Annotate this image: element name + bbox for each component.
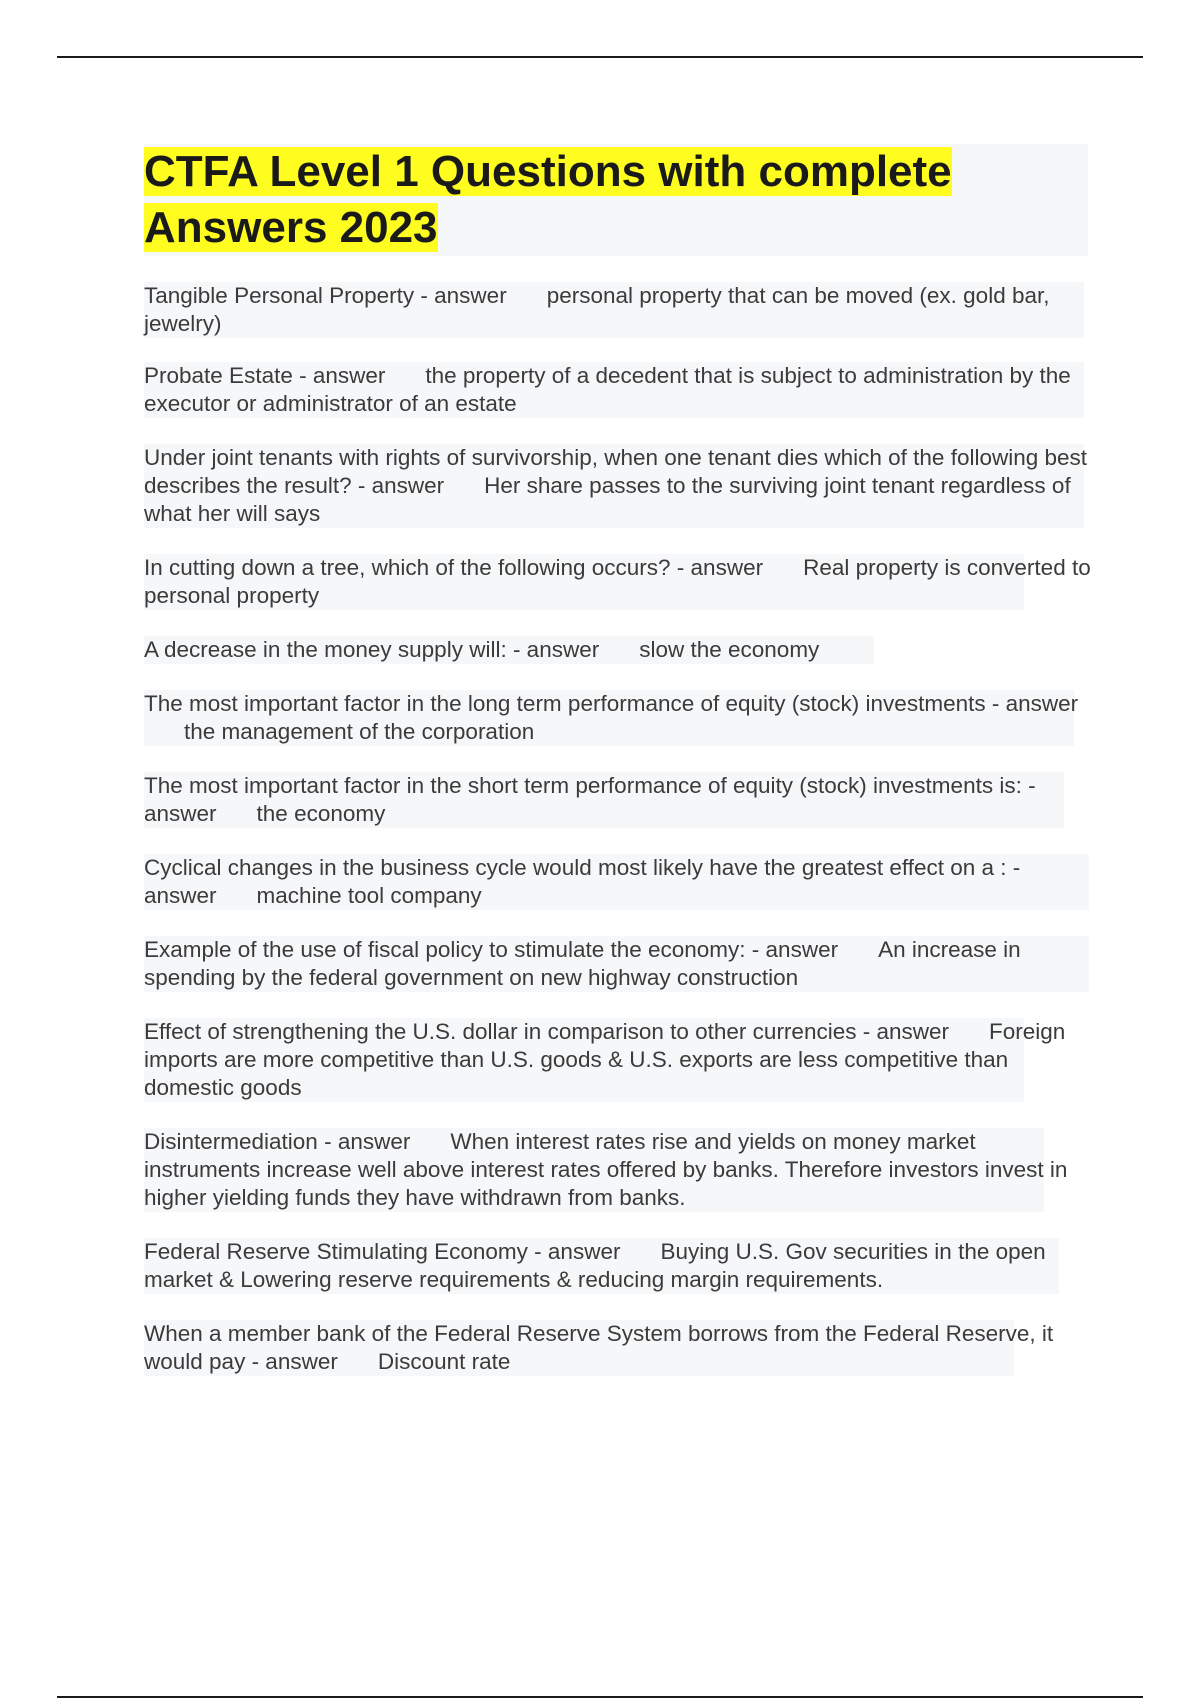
qa-text — [144, 936, 1094, 992]
qa-item — [144, 282, 1094, 338]
qa-answer: Discount rate — [377, 1349, 511, 1374]
qa-text — [144, 554, 1094, 610]
qa-text — [144, 636, 1094, 664]
qa-answer: Foreign imports are more competitive than U.S. goods & U.S. exports are less competitive than domestic goods — [144, 1019, 1066, 1100]
document-title — [144, 144, 1088, 256]
qa-list — [144, 282, 1094, 1376]
qa-item — [144, 554, 1094, 610]
qa-text — [144, 772, 1094, 828]
qa-question: Under joint tenants with rights of survivorship, when one tenant dies which of the following best describes the result? - answer — [144, 445, 1088, 498]
qa-item — [144, 772, 1094, 828]
qa-answer: the property of a decedent that is subject to administration by the executor or administrator of an estate — [144, 363, 1071, 416]
qa-question: A decrease in the money supply will: - answer — [144, 637, 600, 662]
qa-question: Tangible Personal Property - answer — [144, 283, 507, 308]
qa-text — [144, 282, 1094, 338]
top-divider — [57, 56, 1143, 58]
qa-item — [144, 444, 1094, 528]
qa-answer: the management of the corporation — [184, 719, 535, 744]
qa-answer: Real property is converted to personal property — [144, 555, 1091, 608]
qa-question: Cyclical changes in the business cycle would most likely have the greatest effect on a : - answer — [144, 855, 1021, 908]
qa-item — [144, 936, 1094, 992]
qa-answer: When interest rates rise and yields on money market instruments increase well above interest rates offered by banks. Therefore investors invest in higher yielding funds they have withdrawn from banks. — [144, 1129, 1068, 1210]
qa-item — [144, 1018, 1094, 1102]
qa-text — [144, 1128, 1094, 1212]
qa-text — [144, 1238, 1094, 1294]
qa-answer: the economy — [256, 801, 386, 826]
qa-text — [144, 690, 1094, 746]
qa-question: The most important factor in the short term performance of equity (stock) investments is: - answer — [144, 773, 1036, 826]
qa-text — [144, 444, 1094, 528]
qa-item — [144, 1128, 1094, 1212]
qa-question: Effect of strengthening the U.S. dollar in comparison to other currencies - answer — [144, 1019, 949, 1044]
title-line-1: CTFA Level 1 Questions with complete — [144, 147, 952, 196]
title-block — [144, 144, 1088, 256]
qa-item — [144, 1320, 1094, 1376]
qa-question: Federal Reserve Stimulating Economy - answer — [144, 1239, 621, 1264]
title-line-2: Answers 2023 — [144, 203, 438, 252]
qa-text — [144, 362, 1094, 418]
qa-answer: Buying U.S. Gov securities in the open market & Lowering reserve requirements & reducing margin requirements. — [144, 1239, 1046, 1292]
qa-question: Probate Estate - answer — [144, 363, 386, 388]
qa-question: When a member bank of the Federal Reserve System borrows from the Federal Reserve, it would pay - answer — [144, 1321, 1054, 1374]
bottom-divider — [57, 1696, 1143, 1698]
qa-question: In cutting down a tree, which of the following occurs? - answer — [144, 555, 764, 580]
qa-question: The most important factor in the long term performance of equity (stock) investments - answer — [144, 691, 1079, 716]
qa-text — [144, 1320, 1094, 1376]
qa-answer: An increase in spending by the federal government on new highway construction — [144, 937, 1021, 990]
qa-answer: personal property that can be moved (ex. gold bar, jewelry) — [144, 283, 1050, 336]
qa-item — [144, 362, 1094, 418]
qa-answer: Her share passes to the surviving joint tenant regardless of what her will says — [144, 473, 1071, 526]
qa-answer: slow the economy — [639, 637, 820, 662]
qa-text — [144, 854, 1094, 910]
qa-item — [144, 690, 1094, 746]
qa-text — [144, 1018, 1094, 1102]
qa-item — [144, 1238, 1094, 1294]
qa-item — [144, 854, 1094, 910]
qa-answer: machine tool company — [256, 883, 482, 908]
qa-item — [144, 636, 1094, 664]
qa-question: Example of the use of fiscal policy to stimulate the economy: - answer — [144, 937, 839, 962]
qa-question: Disintermediation - answer — [144, 1129, 411, 1154]
